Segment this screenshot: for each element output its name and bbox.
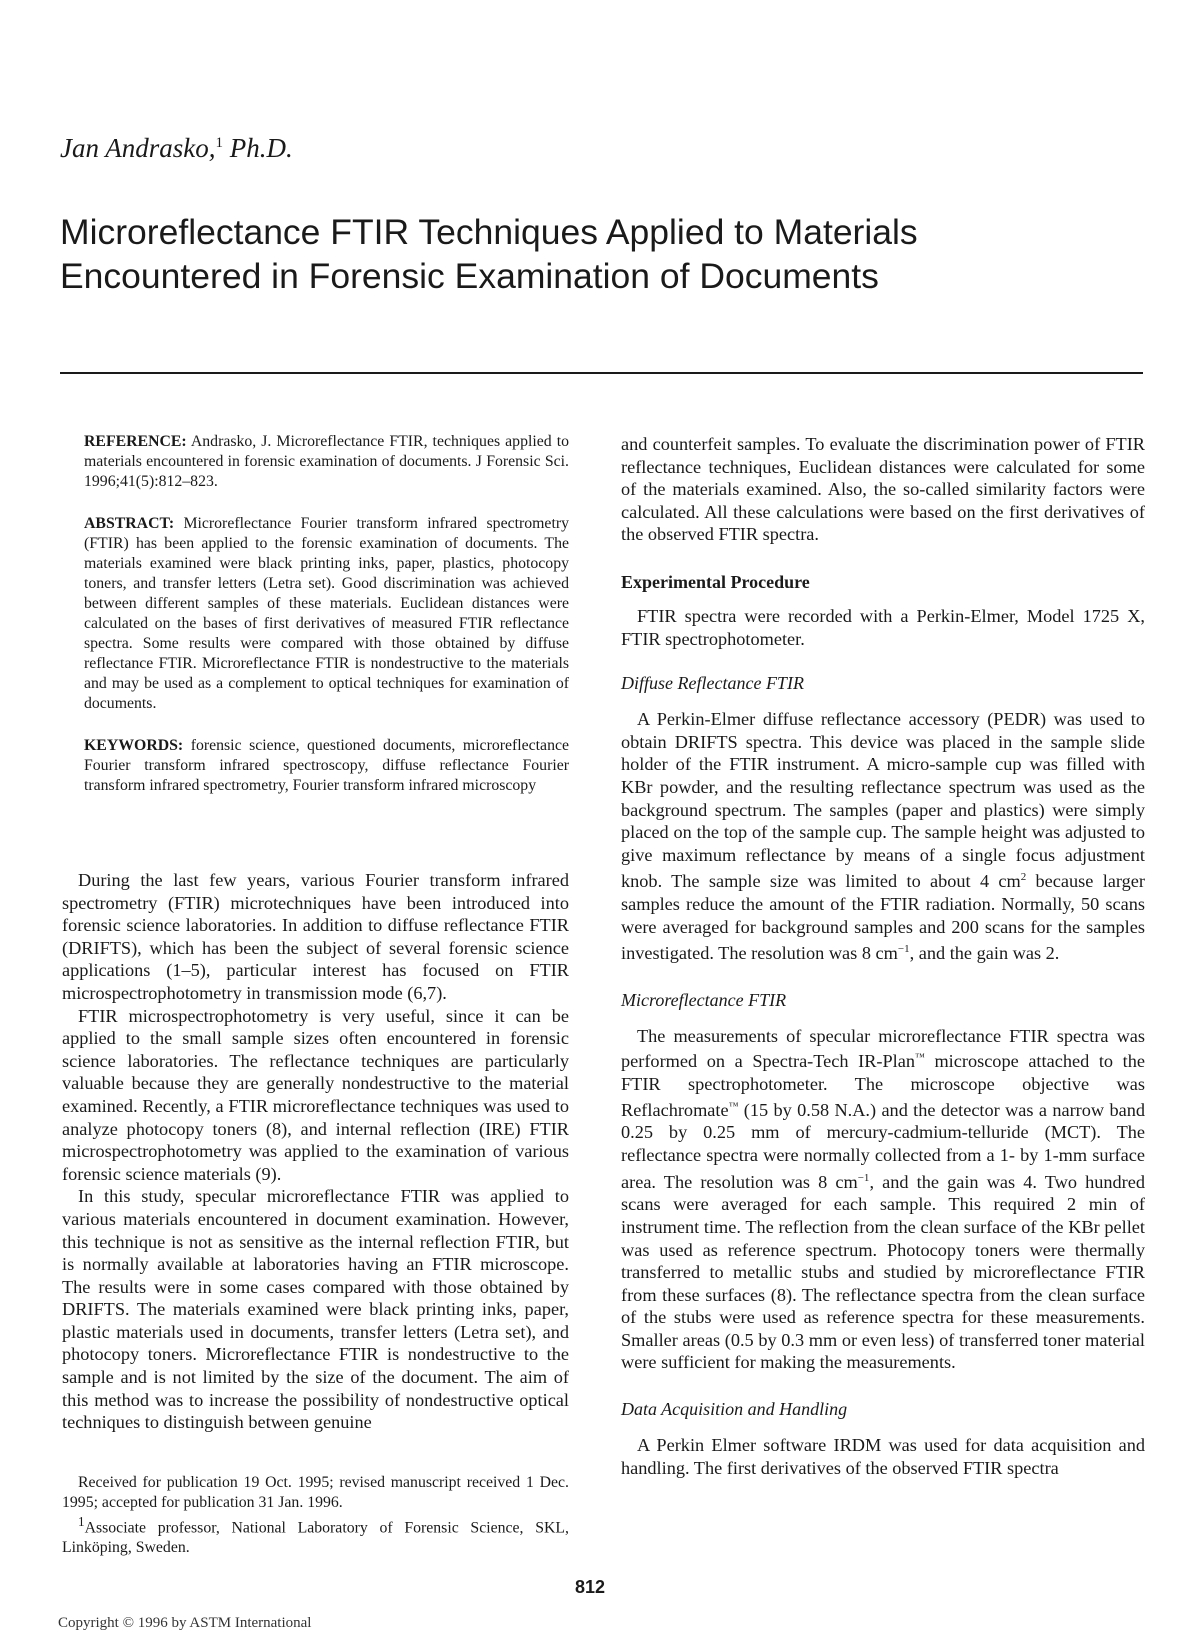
micro-text-a: The measurements of specular microreflectance FTIR spectra was performed on a Spectra-Tech IR-Plan [621, 1025, 1145, 1072]
title-line-2: Encountered in Forensic Examination of Documents [60, 256, 879, 296]
author-degree: Ph.D. [223, 133, 293, 163]
intro-paragraph-1: During the last few years, various Fourier transform infrared spectrometry (FTIR) microtechniques have been introduced into forensic science laboratories. In addition to diffuse reflectance FTIR (DRIFTS), which has been the subject of several forensic science applications (1–5), particular interest has focused on FTIR microspectrophotometry in transmission mode (6,7). [62, 870, 569, 1003]
micro-superscript: −1 [857, 1171, 870, 1184]
micro-text-d: , and the gain was 4. Two hundred scans were averaged for each sample. This required 2 min of instrument time. The reflection from the clean surface of the KBr pellet was used as reference spectrum. Photocopy toners were thermally transferred to metallic stubs and studied by microreflectance FTIR from these surfaces (8). The reflectance spectra from the clean surface of the stubs were used as reference spectra for these measurements. Smaller areas (0.5 by 0.3 mm or even less) of transferred toner material were sufficient for making the measurements. [621, 1171, 1145, 1373]
keywords-text: forensic science, questioned documents, microreflectance Fourier transform infrared spectroscopy, diffuse reflectance Fourier transform infrared spectrometry, Fourier transform infrared microscopy [84, 737, 569, 794]
title-line-1: Microreflectance FTIR Techniques Applied to Materials [60, 212, 918, 252]
author-name: Jan Andrasko, [60, 133, 216, 163]
diffuse-text-a: A Perkin-Elmer diffuse reflectance accessory (PEDR) was used to obtain DRIFTS spectra. This device was placed in the sample slide holder of the FTIR instrument. A micro-sample cup was filled with KBr powder, and the resulting reflectance spectrum was used as the background spectrum. The samples (paper and plastics) were simply placed on the top of the sample cup. The sample height was adjusted to give maximum reflectance by means of a single focus adjustment knob. The sample size was limited to about 4 cm [621, 709, 1145, 892]
reference-text: Andrasko, J. Microreflectance FTIR, techniques applied to materials encountered in forensic examination of documents. J Forensic Sci. 1996;41(5):812–823. [84, 433, 569, 490]
affiliation-text: Associate professor, National Laboratory of Forensic Science, SKL, Linköping, Sweden. [62, 1519, 569, 1556]
microreflectance-paragraph [621, 1025, 1145, 1374]
keywords-paragraph [84, 736, 569, 796]
abstract-block [84, 432, 569, 796]
abstract-text: Microreflectance Fourier transform infrared spectrometry (FTIR) has been applied to the forensic examination of documents. The materials examined were black printing inks, paper, plastics, photocopy toners, and transfer letters (Letra set). Good discrimination was achieved between different samples of these materials. Euclidean distances were calculated on the bases of first derivatives of measured FTIR reflectance spectra. Some results were compared with those obtained by diffuse reflectance FTIR. Microreflectance FTIR is nondestructive to the materials and may be used as a complement to optical techniques for examination of documents. [84, 515, 569, 712]
footnotes [62, 1473, 569, 1557]
diffuse-superscript-2: −1 [897, 943, 910, 956]
micro-text-b: microscope attached to the FTIR spectrophotometer. The microscope objective was Reflachromate [621, 1051, 1145, 1120]
microreflectance-heading: Microreflectance FTIR [621, 989, 787, 1010]
keywords-label: KEYWORDS: [84, 737, 184, 754]
diffuse-paragraph [621, 708, 1145, 965]
abstract-paragraph [84, 514, 569, 714]
author-footnote-mark: 1 [215, 135, 223, 151]
micro-tm: ™ [915, 1052, 925, 1064]
experimental-paragraph: FTIR spectra were recorded with a Perkin-Elmer, Model 1725 X, FTIR spectrophotometer. [621, 605, 1145, 649]
intro-continuation: and counterfeit samples. To evaluate the discrimination power of FTIR reflectance techniques, Euclidean distances were calculated for some of the materials examined. Also, the so-called similarity factors were calculated. All these calculations were based on the first derivatives of the observed FTIR spectra. [621, 434, 1145, 545]
intro-paragraph-2: FTIR microspectrophotometry is very useful, since it can be applied to the small sample sizes often encountered in forensic science laboratories. The reflectance techniques are particularly valuable because they are generally nondestructive to the material examined. Recently, a FTIR microreflectance techniques was used to analyze photocopy toners (8), and internal reflection (IRE) FTIR microspectrophotometry was applied to the examination of various forensic science materials (9). [62, 1005, 569, 1184]
page-number: 812 [575, 1577, 606, 1597]
abstract-label: ABSTRACT: [84, 515, 175, 532]
affiliation-mark: 1 [78, 1514, 85, 1529]
data-acquisition-paragraph: A Perkin Elmer software IRDM was used for data acquisition and handling. The first derivatives of the observed FTIR spectra [621, 1435, 1145, 1478]
experimental-heading: Experimental Procedure [621, 571, 810, 592]
diffuse-superscript: 2 [1020, 871, 1027, 884]
reference-label: REFERENCE: [84, 433, 187, 450]
received-footnote: Received for publication 19 Oct. 1995; revised manuscript received 1 Dec. 1995; accepted for publication 31 Jan. 1996. [62, 1474, 569, 1511]
diffuse-text-c: , and the gain was 2. [909, 943, 1060, 964]
diffuse-text-b: because larger samples reduce the amount of the FTIR radiation. Normally, 50 scans were averaged for background samples and 200 scans for the samples investigated. The resolution was 8 cm [621, 871, 1145, 964]
title-rule [60, 372, 1143, 374]
body-right [621, 433, 1145, 1479]
data-acquisition-heading: Data Acquisition and Handling [621, 1399, 848, 1420]
reference-paragraph [84, 432, 569, 492]
intro-paragraph-3: In this study, specular microreflectance FTIR was applied to various materials encountered in document examination. However, this technique is not as sensitive as the internal reflection FTIR, but is normally available at laboratories having an FTIR microscope. The results were in some cases compared with those obtained by DRIFTS. The materials examined were black printing inks, paper, plastic materials used in documents, transfer letters (Letra set), and photocopy toners. Microreflectance FTIR is nondestructive to the sample and is not limited by the size of the document. The aim of this method was to increase the possibility of nondestructive optical techniques to distinguish between genuine [62, 1186, 569, 1433]
micro-text-c: (15 by 0.58 N.A.) and the detector was a narrow band 0.25 by 0.25 mm of mercury-cadmium-telluride (MCT). The reflectance spectra were normally collected from a 1- by 1-mm surface area. The resolution was 8 cm [621, 1099, 1145, 1192]
author-line [60, 133, 293, 164]
diffuse-heading: Diffuse Reflectance FTIR [621, 673, 804, 694]
affiliation-footnote [62, 1512, 569, 1557]
body-left [62, 869, 569, 1434]
paper-title [60, 210, 1140, 298]
micro-tm-2: ™ [728, 1100, 739, 1112]
copyright-notice: Copyright © 1996 by ASTM International [58, 1615, 312, 1631]
